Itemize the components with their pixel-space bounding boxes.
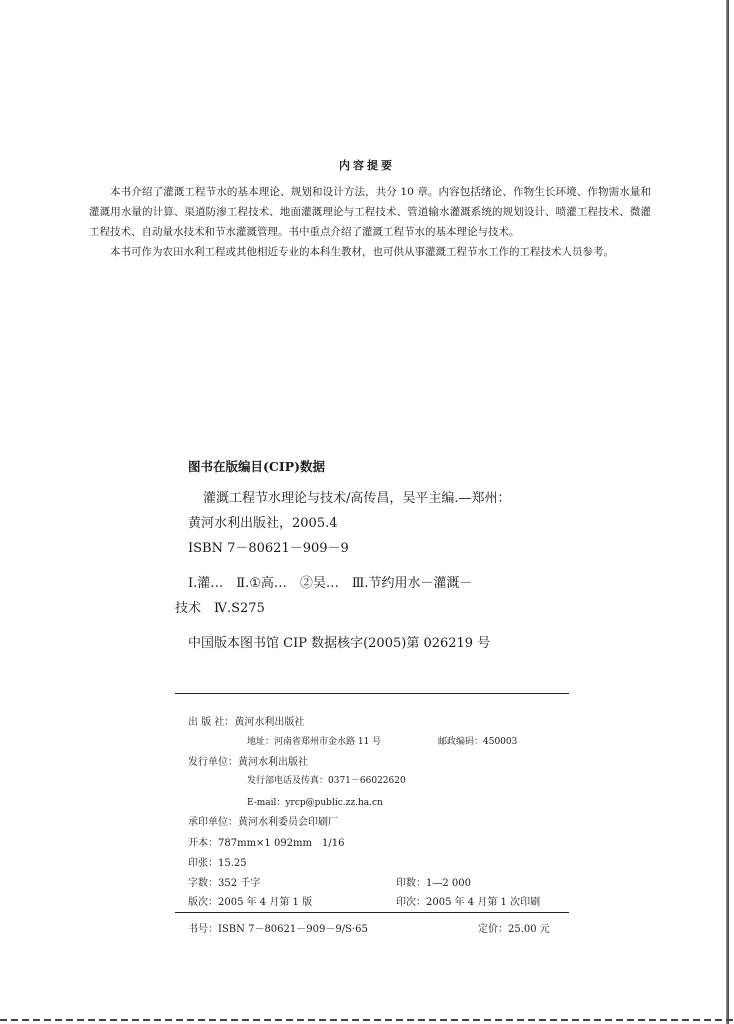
cip-line-isbn: ISBN 7－80621－909－9: [188, 541, 349, 556]
cip-line-classification-cont: 技术 Ⅳ.S275: [175, 601, 265, 616]
phone-line: 发行部电话及传真：0371－66022620: [247, 776, 406, 786]
print-count-line: 印数：1—2 000: [396, 878, 471, 889]
cip-line-title: 灌溉工程节水理论与技术/高传昌，吴平主编.—郑州：: [203, 491, 511, 506]
printer-line: 承印单位：黄河水利委员会印刷厂: [188, 817, 338, 828]
abstract-title: 内容提要: [339, 159, 395, 172]
cip-verification: 中国版本图书馆 CIP 数据核字(2005)第 026219 号: [188, 636, 491, 651]
abstract-body: [89, 182, 651, 262]
top-rule: [175, 693, 569, 694]
email-line: E-mail：yrcp@public.zz.ha.cn: [247, 798, 383, 808]
scan-edge-bottom: [0, 1019, 734, 1021]
edition-line: 版次：2005 年 4 月第 1 版: [188, 897, 313, 908]
distributor-line: 发行单位：黄河水利出版社: [188, 757, 308, 768]
format-line: 开本：787mm×1 092mm 1/16: [188, 838, 345, 849]
sheets-line: 印张：15.25: [188, 858, 247, 869]
cip-line-classification: Ⅰ.灌… Ⅱ.①高… ②吴… Ⅲ.节约用水－灌溉－: [188, 576, 473, 591]
abstract-paragraph: 本书介绍了灌溉工程节水的基本理论、规划和设计方法，共分 10 章。内容包括绪论、作物生长环境、作物需水量和灌溉用水量的计算、渠道防渗工程技术、地面灌溉理论与工程技术、管道输水灌溉系统的规划设计、喷灌工程技术、微灌工程技术、自动量水技术和节水灌溉管理。书中重点介绍了灌溉工程节水的基本理论与技术。: [89, 186, 651, 238]
cip-title: 图书在版编目(CIP)数据: [188, 459, 326, 474]
words-line: 字数：352 千字: [188, 878, 261, 889]
publisher-line: 出 版 社：黄河水利出版社: [188, 717, 305, 728]
price-line: 定价：25.00 元: [478, 924, 550, 935]
bottom-rule: [175, 912, 569, 913]
abstract-paragraph: 本书可作为农田水利工程或其他相近专业的本科生教材，也可供从事灌溉工程节水工作的工程技术人员参考。: [110, 246, 614, 258]
address-line: 地址：河南省郑州市金水路 11 号: [247, 737, 382, 747]
book-number-line: 书号：ISBN 7－80621－909－9/S·65: [188, 924, 368, 935]
postcode-line: 邮政编码：450003: [438, 737, 518, 747]
cip-line-publisher: 黄河水利出版社，2005.4: [188, 516, 338, 531]
print-date-line: 印次：2005 年 4 月第 1 次印刷: [396, 897, 541, 908]
scan-edge-right: [726, 0, 729, 1024]
